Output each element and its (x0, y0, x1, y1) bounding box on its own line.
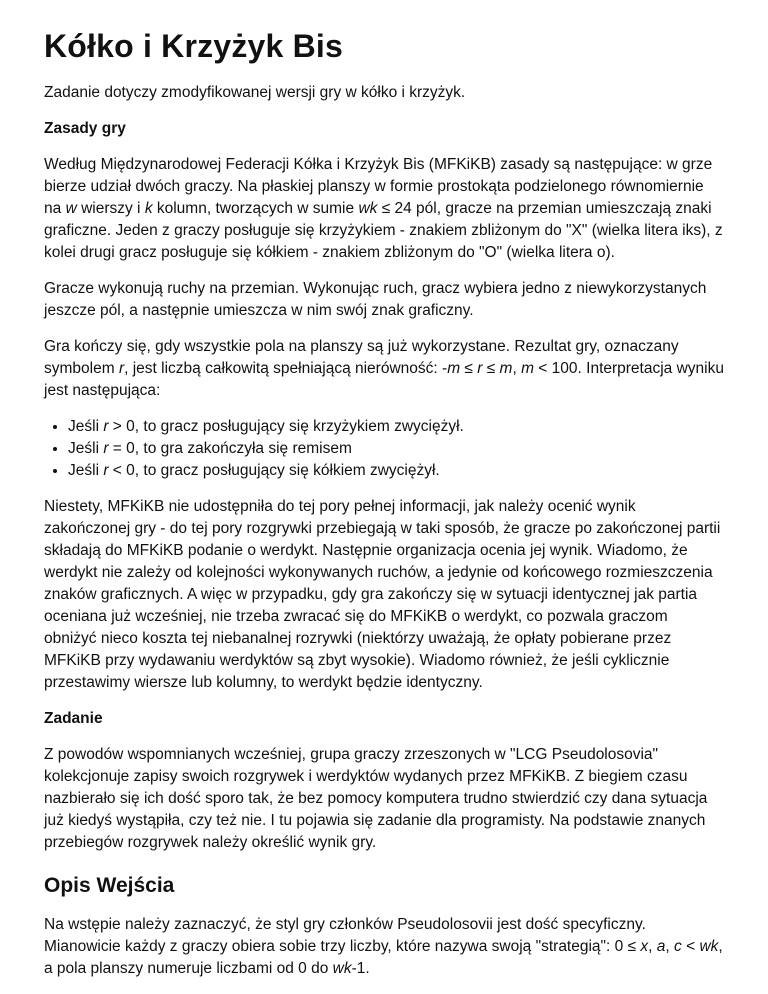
list-item: • Jeśli r < 0, to gracz posługujący się kółkiem zwyciężył. (68, 460, 724, 482)
rules-paragraph-3: Gra kończy się, gdy wszystkie pola na planszy są już wykorzystane. Rezultat gry, oznaczany symbolem r, jest liczbą całkowitą spełniającą nierówność: -m ≤ r ≤ m, m < 100. Interpretacja wyniku jest następująca: (44, 338, 724, 399)
rules-paragraph-1: Według Międzynarodowej Federacji Kółka i Krzyżyk Bis (MFKiKB) zasady są następujące: w grze bierze udział dwóch graczy. Na płaskiej planszy w formie prostokąta podzielonego równomiernie na w wierszy i k kolumn, tworzących w sumie wk ≤ 24 pól, gracze na przemian umieszczają znaki graficzne. Jeden z graczy posługuje się krzyżykiem - znakiem zbliżonym do "X" (wielka litera iks), z kolei drugi gracz posługuje się kółkiem - znakiem zbliżonym do "O" (wielka litera o). (44, 156, 723, 261)
rules-paragraph-2: Gracze wykonują ruchy na przemian. Wykonując ruch, gracz wybiera jedno z niewykorzystanych jeszcze pól, a następnie umieszcza w nim swój znak graficzny. (44, 280, 707, 319)
task-heading: Zadanie (44, 710, 103, 727)
task-paragraph: Z powodów wspomnianych wcześniej, grupa graczy zrzeszonych w "LCG Pseudolosovia" kolekcjonuje zapisy swoich rozgrywek i werdyktów wydanych przez MFKiKB. Z biegiem czasu nazbierało się ich dość sporo tak, że bez pomocy komputera trudno stwierdzić czy dana sytuacja już kiedyś wystąpiła, czy też nie. I tu pojawia się zadanie dla programisty. Na podstawie znanych przebiegów rozgrywek należy określić wynik gry. (44, 746, 708, 851)
input-heading: Opis Wejścia (44, 874, 175, 897)
rules-heading: Zasady gry (44, 120, 126, 137)
list-item: • Jeśli r > 0, to gracz posługujący się krzyżykiem zwyciężył. (68, 416, 724, 438)
input-paragraph: Na wstępie należy zaznaczyć, że styl gry członków Pseudolosovii jest dość specyficzny. Mianowicie każdy z graczy obiera sobie trzy liczby, które nazywa swoją "strategią": 0 ≤ x, a, c < wk, a pola planszy numeruje liczbami od 0 do wk-1. (44, 916, 723, 977)
result-interpretation-list (44, 416, 724, 482)
intro-paragraph: Zadanie dotyczy zmodyfikowanej wersji gry w kółko i krzyżyk. (44, 84, 466, 101)
page-title: Kółko i Krzyżyk Bis (44, 28, 344, 64)
list-item: • Jeśli r = 0, to gra zakończyła się remisem (68, 438, 724, 460)
rules-paragraph-4: Niestety, MFKiKB nie udostępniła do tej pory pełnej informacji, jak należy ocenić wynik zakończonej gry - do tej pory rozgrywki przebiegają w taki sposób, że gracze po zakończonej partii składają do MFKiKB podanie o werdykt. Następnie organizacja ocenia jej wynik. Wiadomo, że werdykt nie zależy od kolejności wykonywanych ruchów, a jedynie od końcowego rozmieszczenia znaków graficznych. A więc w przypadku, gdy gra zakończy się w sytuacji identycznej jak partia oceniana już wcześniej, nie trzeba zwracać się do MFKiKB o werdykt, co pozwala graczom obniżyć nieco koszta tej niebanalnej rozrywki (niektórzy uważają, że opłaty pobierane przez MFKiKB przy wydawaniu werdyktów są zbyt wysokie). Wiadomo również, że jeśli cyklicznie przestawimy wiersze lub kolumny, to werdykt będzie identyczny. (44, 498, 721, 691)
